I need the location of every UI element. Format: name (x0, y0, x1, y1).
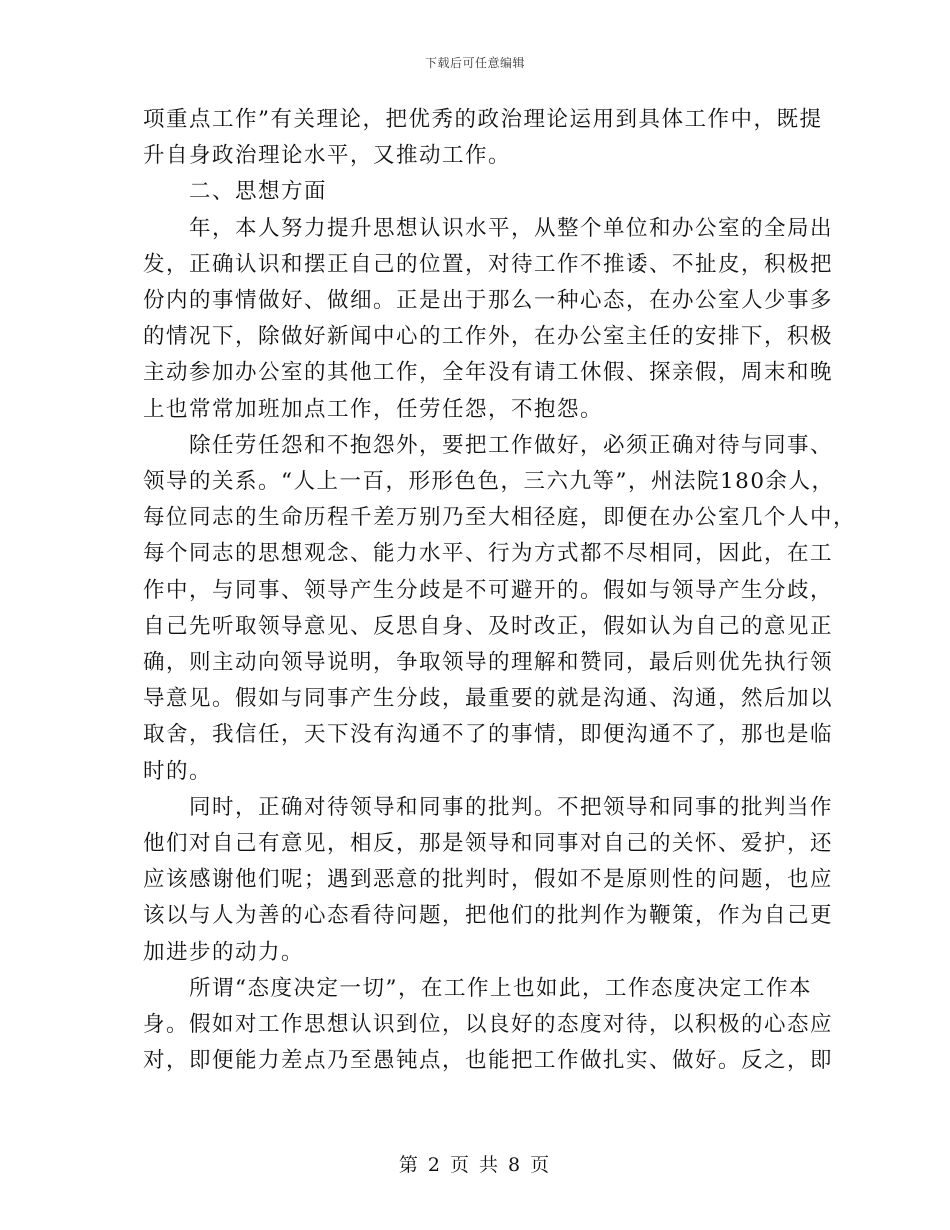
text-line: 对，即便能力差点乃至愚钝点，也能把工作做扎实、做好。反之，即 (143, 1048, 834, 1074)
text-line: 的情况下，除做好新闻中心的工作外，在办公室主任的安排下，积极 (143, 324, 834, 350)
text-line: 取舍，我信任，天下没有沟通不了的事情，即便沟通不了，那也是临 (143, 722, 834, 748)
text-line: 主动参加办公室的其他工作，全年没有请工休假、探亲假，周末和晚 (143, 360, 834, 386)
text-line: 确，则主动向领导说明，争取领导的理解和赞同，最后则优先执行领 (143, 650, 834, 676)
text-line: 时的。 (143, 758, 213, 784)
section-heading: 二、思想方面 (189, 179, 328, 205)
text-line: 身。假如对工作思想认识到位，以良好的态度对待，以积极的心态应 (143, 1012, 834, 1038)
text-line: 每个同志的思想观念、能力水平、行为方式都不尽相同，因此，在工 (143, 541, 834, 567)
body-text (143, 102, 857, 1079)
text-line: 年，本人努力提升思想认识水平，从整个单位和办公室的全局出 (189, 215, 834, 241)
text-line: 自己先听取领导意见、反思自身、及时改正，假如认为自己的意见正 (143, 613, 834, 639)
page-number-footer: 第 2 页 共 8 页 (398, 1154, 552, 1176)
text-line: 上也常常加班加点工作，任劳任怨，不抱怨。 (143, 396, 604, 422)
text-line: 该以与人为善的心态看待问题，把他们的批判作为鞭策，作为自己更 (143, 903, 834, 929)
text-line: 所谓“态度决定一切”，在工作上也如此，工作态度决定工作本 (189, 975, 812, 1001)
text-line: 每位同志的生命历程千差万别乃至大相径庭，即便在办公室几个人中， (143, 505, 857, 531)
text-line: 发，正确认识和摆正自己的位置，对待工作不推诿、不扯皮，积极把 (143, 251, 834, 277)
text-line: 作中，与同事、领导产生分歧是不可避开的。假如与领导产生分歧， (143, 577, 834, 603)
text-line: 升自身政治理论水平，又推动工作。 (143, 143, 512, 169)
page-header: 下载后可任意编辑 (424, 56, 525, 70)
text-line: 除任劳任怨和不抱怨外，要把工作做好，必须正确对待与同事、 (189, 432, 834, 458)
text-line: 加进步的动力。 (143, 939, 305, 965)
text-line: 份内的事情做好、做细。正是出于那么一种心态，在办公室人少事多 (143, 288, 834, 314)
text-line: 他们对自己有意见，相反，那是领导和同事对自己的关怀、爱护，还 (143, 831, 834, 857)
text-line: 领导的关系。“人上一百，形形色色，三六九等”，州法院180余人， (143, 469, 835, 495)
text-line: 导意见。假如与同事产生分歧，最重要的就是沟通、沟通，然后加以 (143, 686, 834, 712)
text-line: 项重点工作”有关理论，把优秀的政治理论运用到具体工作中，既提 (143, 107, 823, 132)
text-line: 应该感谢他们呢；遇到恶意的批判时，假如不是原则性的问题，也应 (143, 867, 834, 893)
text-line: 同时，正确对待领导和同事的批判。不把领导和同事的批判当作 (189, 794, 834, 820)
